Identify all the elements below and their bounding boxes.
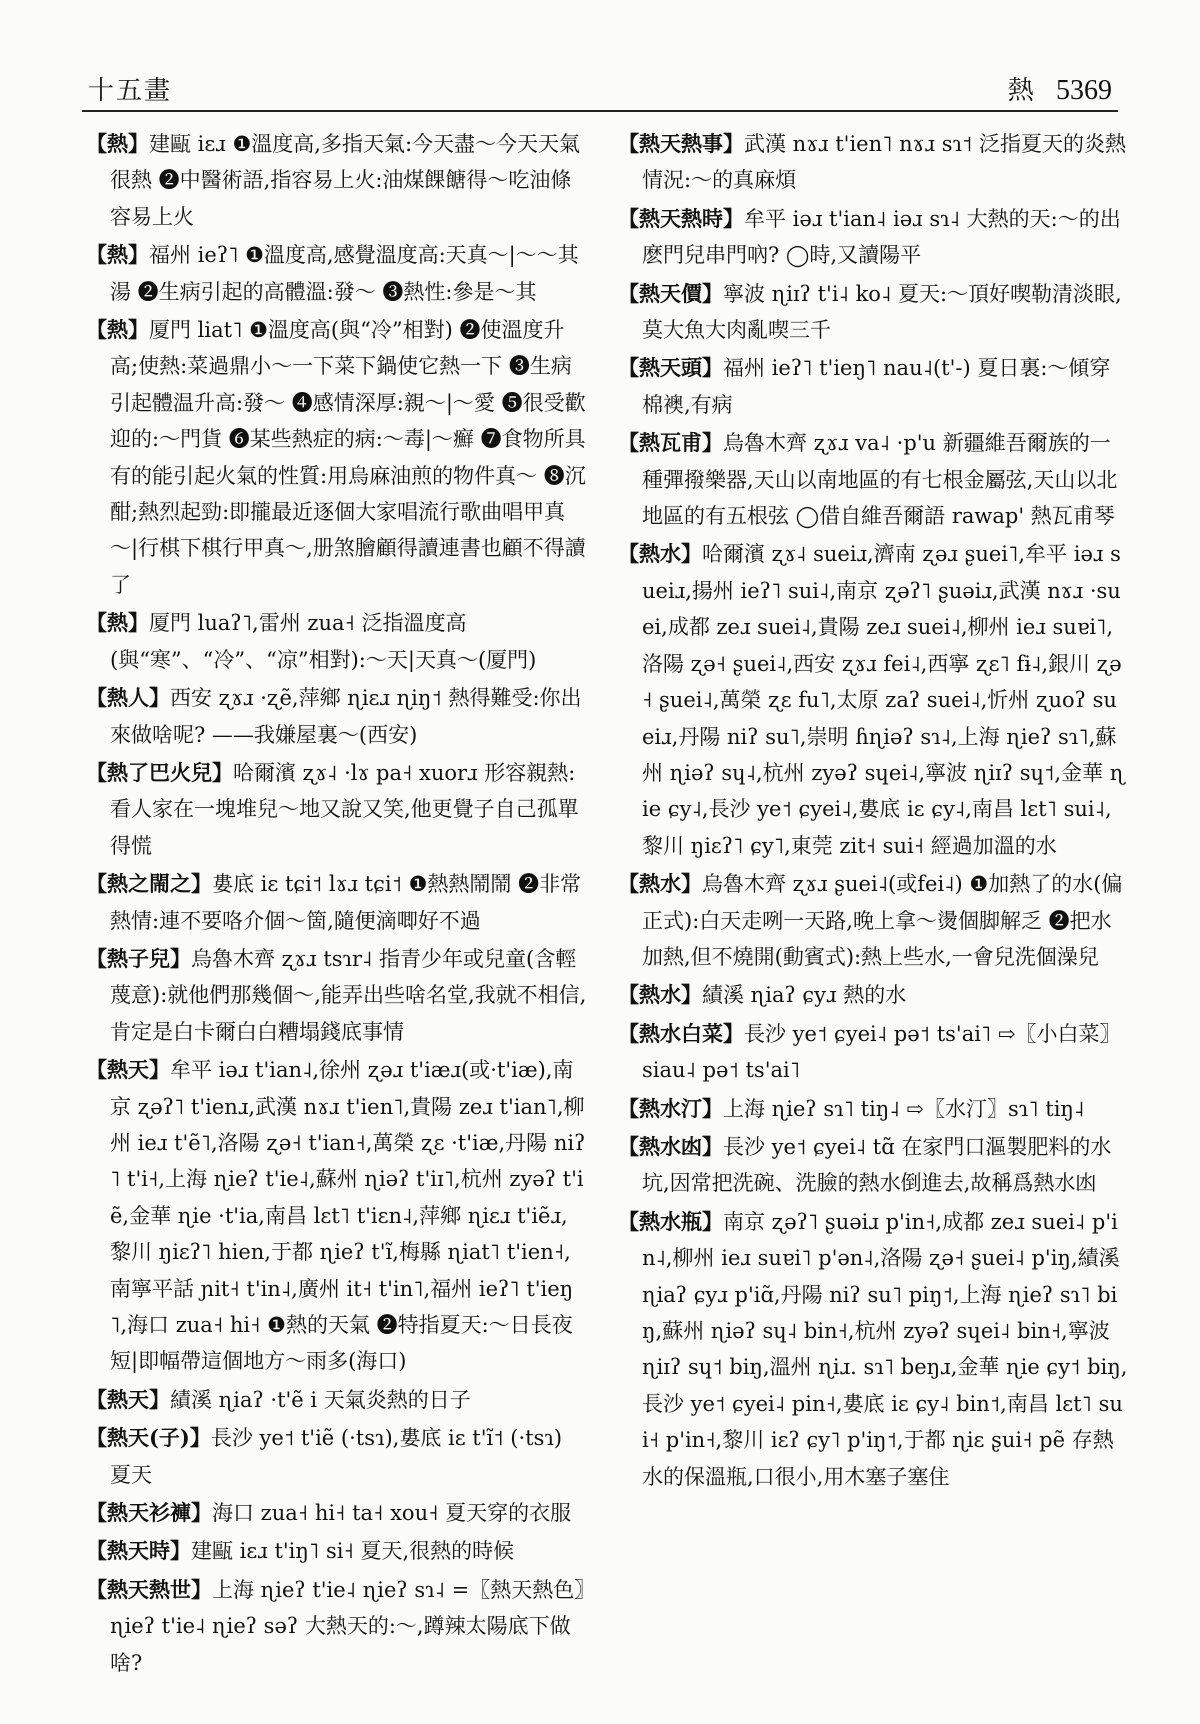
entry-text: 長沙 ye˦ ɕyei˨ tɑ̃ 在家門口漚製肥料的水坑,因常把洗碗、洗臉的熱水倒進去,故稱爲熱水凼: [642, 1134, 1112, 1196]
entry-headword: 【熱天熱世】: [86, 1576, 212, 1602]
entry-text: 南京 ʐəʔ˥ ʂuəiɹ p'in˧,成都 zeɹ suei˨ p'in˨,柳州 ieɹ suɐi˥ p'ən˨,洛陽 ʐə˧ ʂuei˨ p'iŋ,績溪 ɳiaʔ ɕyɹ p'iɑ̃,丹陽 niʔ su˥ piŋ˦,上海 ɳieʔ sɿ˥ biŋ,蘇州 ɳiəʔ sɥ˨ bin˧,杭州 zyəʔ sɥei˨ bin˧,寧波 ɳiɪʔ sɥ˦ biŋ,溫州 ɳiɹ. sɿ˥ beŋɹ,金華 ɳie ɕy˦ biŋ,長沙 ye˦ ɕyei˨ pin˧,婁底 iɛ ɕy˨ bin˦,南昌 lɛt˥ sui˧ p'in˧,黎川 iɛʔ ɕy˥ p'iŋ˦,于都 ɳiɛ ʂui˧ pẽ 存熱水的保溫瓶,口很小,用木塞子塞住: [642, 1209, 1128, 1489]
entry-headword: 【熱天衫褲】: [86, 1500, 212, 1526]
page-header-right: [1008, 70, 1112, 107]
entry-headword: 【熱人】: [86, 685, 170, 711]
entry-text: 建甌 iɛɹ t'iŋ˥ si˧ 夏天,很熱的時候: [191, 1539, 515, 1564]
entry-headword: 【熱】: [86, 131, 149, 156]
entry-text: 哈爾濱 ʐɤ˨ ·lɤ pa˧ xuorɹ 形容親熱:看人家在一塊堆兒～地又說又笑,他更覺子自己孤單得慌: [110, 760, 579, 858]
entry-headword: 【熱】: [86, 317, 149, 343]
entry-headword: 【熱】: [86, 242, 149, 268]
entry-text: 福州 ieʔ˥ t'ieŋ˥ nau˨(t'-) 夏日裏:～傾穿棉襖,有病: [642, 356, 1111, 417]
entry-text: 長沙 ye˦ t'iẽ (·tsɿ),婁底 iɛ t'ĩ˦ (·tsɿ) 夏天: [110, 1426, 563, 1487]
dictionary-entry: [618, 1204, 1128, 1495]
dictionary-entry: [86, 1572, 588, 1681]
entry-text: 上海 ɳieʔ sɿ˥ tiŋ˨ ⇨〖水汀〗sɿ˥ tiŋ˨: [723, 1096, 1085, 1121]
entry-headword: 【熱天熱時】: [618, 205, 744, 231]
entry-text: 武漢 nɤɹ t'ien˥ nɤɹ sɿ˦ 泛指夏天的炎熱情況:～的真麻煩: [642, 132, 1127, 193]
right-column: [618, 126, 1128, 1684]
entry-headword: 【熱瓦甫】: [618, 430, 723, 456]
dictionary-entry: [86, 1533, 588, 1569]
dictionary-entry: [618, 425, 1128, 534]
dictionary-entry: [86, 755, 588, 864]
entry-headword: 【熱水汀】: [618, 1095, 723, 1121]
entry-headword: 【熱水】: [618, 871, 702, 897]
running-headword: 熱: [1007, 76, 1034, 106]
entry-text: 績溪 ɳiaʔ ·t'ẽ i 天氣炎熱的日子: [170, 1387, 471, 1412]
entry-headword: 【熱天時】: [86, 1538, 191, 1564]
entry-headword: 【熱了巴火兒】: [86, 759, 233, 785]
dictionary-entry: [86, 1495, 588, 1531]
entry-headword: 【熱天(子)】: [86, 1425, 211, 1451]
entry-text: 牟平 iəɹ t'ian˨,徐州 ʐəɹ t'iæɹ(或·t'iæ),南京 ʐəʔ˥ t'ienɹ,武漢 nɤɹ t'ien˥,貴陽 zeɹ t'ian˥,柳州 ieɹ t'ẽ˥,洛陽 ʐə˧ t'ian˧,萬榮 ʐɛ ·t'iæ,丹陽 niʔ˥ t'i˧,上海 ɳieʔ t'ie˨,蘇州 ɳiəʔ t'iɪ˥,杭州 zyəʔ t'iẽ,金華 ɳie ·t'ia,南昌 lɛt˥ t'iɛn˨,萍鄉 ɳiɛɹ t'iẽɹ,黎川 ŋiɛʔ˥ hien,于都 ɳieʔ t'ĩ,梅縣 ɳiat˥ t'ien˧,南寧平話 ɲit˧ t'in˨,廣州 it˧ t'in˥,福州 ieʔ˥ t'ieŋ˥,海口 zua˧ hi˧ ❶熱的天氣 ❷特指夏天:～日長夜短|即幅帶這個地方～雨多(海口): [110, 1058, 586, 1374]
entry-text: 長沙 ye˦ ɕyei˨ pə˦ ts'ai˥ ⇨〖小白菜〗siau˨ pə˦ ts'ai˥: [642, 1021, 1121, 1083]
entry-text: 海口 zua˧ hi˧ ta˧ xou˧ 夏天穿的衣服: [212, 1501, 572, 1526]
dictionary-entry: [86, 1420, 588, 1493]
dictionary-entry: [618, 866, 1128, 975]
dictionary-entry: [86, 126, 588, 235]
entry-text: 婁底 iɛ tɕi˦ lɤɹ tɕi˦ ❶熱熱鬧鬧 ❷非常熱情:連不要咯介個～箇,隨便滴唧好不過: [110, 872, 582, 933]
entry-headword: 【熱天熱事】: [618, 131, 744, 156]
section-label: 十五畫: [88, 76, 173, 106]
entry-headword: 【熱天】: [86, 1057, 170, 1083]
entry-text: 烏魯木齊 ʐɤɹ va˨ ·p'u 新疆維吾爾族的一種彈撥樂器,天山以南地區的有七根金屬弦,天山以北地區的有五根弦 ◯借自維吾爾語 rawap' 熱瓦甫琴: [642, 431, 1118, 529]
entry-headword: 【熱天價】: [618, 280, 723, 306]
dictionary-entry: [86, 312, 588, 603]
header-rule: [82, 110, 1118, 112]
dictionary-entry: [618, 1129, 1128, 1202]
entry-headword: 【熱水瓶】: [618, 1208, 723, 1234]
entry-text: 牟平 iəɹ t'ian˨ iəɹ sɿ˨ 大熱的天:～的出麽門兒串門吶? ◯時,又讀陽平: [642, 206, 1121, 268]
entry-headword: 【熱之閙之】: [86, 871, 212, 897]
dictionary-entry: [618, 536, 1128, 864]
entry-text: 哈爾濱 ʐɤ˨ sueiɹ,濟南 ʐəɹ ʂuei˥,牟平 iəɹ sueiɹ,揚州 ieʔ˥ sui˨,南京 ʐəʔ˥ ʂuəiɹ,武漢 nɤɹ ·suei,成都 zeɹ suei˨,貴陽 zeɹ suei˨,柳州 ieɹ suɐi˥,洛陽 ʐə˧ ʂuei˨,西安 ʐɤɹ fei˨,西寧 ʐɛ˥ fɨ˨,銀川 ʐə˧ ʂuei˨,萬榮 ʐɛ fu˥,太原 zaʔ suei˨,忻州 ʐuoʔ sueiɹ,丹陽 niʔ su˥,崇明 ɦɳiəʔ sɿ˨,上海 ɳieʔ sɿ˥,蘇州 ɳiəʔ sɥ˨,杭州 zyəʔ sɥei˨,寧波 ɳiɪʔ sɥ˦,金華 ɳie ɕy˨,長沙 ye˦ ɕyei˨,婁底 iɛ ɕy˨,南昌 lɛt˥ sui˨,黎川 ŋiɛʔ˥ ɕy˥,東莞 zit˧ sui˧ 經過加溫的水: [642, 542, 1125, 858]
dictionary-entry: [86, 680, 588, 753]
dictionary-entry: [86, 866, 588, 939]
entry-headword: 【熱】: [86, 610, 149, 636]
left-column: [86, 126, 588, 1684]
entry-headword: 【熱水】: [618, 541, 702, 567]
dictionary-entry: [618, 126, 1128, 199]
entry-headword: 【熱天頭】: [618, 355, 723, 381]
dictionary-entry: [618, 1016, 1128, 1089]
page-number: 5369: [1056, 75, 1112, 106]
entry-text: 績溪 ɳiaʔ ɕyɹ 熱的水: [702, 983, 907, 1008]
dictionary-entry: [86, 605, 588, 678]
entry-text: 福州 ieʔ˥ ❶溫度高,感覺溫度高:天真～|～～其湯 ❷生病引起的高體溫:發～ ❸熱性:參是～其: [110, 243, 579, 304]
dictionary-entry: [618, 350, 1128, 423]
dictionary-entry: [86, 237, 588, 310]
dictionary-entry: [618, 276, 1128, 349]
entry-text: 上海 ɳieʔ t'ie˨ ɳieʔ sɿ˨ =〖熱天熱色〗ɳieʔ t'ie˨ ɳieʔ səʔ 大熱天的:～,蹲辣太陽底下做啥?: [110, 1577, 585, 1675]
dictionary-entry: [618, 1091, 1128, 1127]
entry-headword: 【熱天】: [86, 1386, 170, 1412]
entry-text: 厦門 liat˥ ❶溫度高(與“冷”相對) ❷使溫度升高;使熱:菜過鼎小～一下菜下鍋使它熱一下 ❸生病引起體温升高:發～ ❹感情深厚:親～|～愛 ❺很受歡迎的:～門貨 ❻某些熱症的病:～毒|～癬 ❼食物所具有的能引起火氣的性質:用烏麻油煎的物件真～ ❽沉酣;熱烈起勁:即攏最近逐個大家唱流行歌曲唱甲真～|行棋下棋行甲真～,册煞膾顧得讀連書也顧不得讀了: [110, 318, 586, 597]
entry-text: 厦門 luaʔ˥,雷州 zua˧ 泛指溫度高(與“寒”、“冷”、“凉”相對):～天|天真～(厦門): [110, 611, 537, 672]
entry-text: 烏魯木齊 ʐɤɹ tsɿr˨ 指青少年或兒童(含輕蔑意):就他們那幾個～,能弄出些啥名堂,我就不相信,肯定是白卡爾白白糟塌錢底事情: [110, 946, 587, 1044]
dictionary-entry: [86, 941, 588, 1050]
dictionary-entry: [86, 1382, 588, 1418]
entry-text: 寧波 ɳiɪʔ t'i˨ ko˨ 夏天:～頂好喫勒清淡眼,莫大魚大肉亂喫三千: [642, 281, 1122, 343]
page-header: [82, 70, 1118, 110]
entry-headword: 【熱水凼】: [618, 1133, 723, 1159]
entry-headword: 【熱子兒】: [86, 945, 191, 971]
dictionary-entry: [618, 977, 1128, 1013]
dictionary-entry: [86, 1052, 588, 1380]
dictionary-entry: [618, 201, 1128, 274]
entry-headword: 【熱水白菜】: [618, 1020, 744, 1046]
entry-headword: 【熱水】: [618, 982, 702, 1008]
entry-text: 建甌 iɛɹ ❶溫度高,多指天氣:今天盡～今天天氣很熱 ❷中醫術語,指容易上火:油煤餜餹得～吃油條容易上火: [110, 132, 581, 229]
entry-text: 烏魯木齊 ʐɤɹ ʂuei˨(或fei˨) ❶加熱了的水(偏正式):白天走咧一天路,晚上拿～燙個脚解乏 ❷把水加熱,但不燒開(動賓式):熱上些水,一會兒洗個澡兒: [642, 872, 1123, 969]
entry-text: 西安 ʐɤɹ ·ʐẽ,萍鄉 ɳiɛɹ ɳiŋ˦ 熱得難受:你出來做啥呢? ——我嫌屋裏～(西安): [110, 686, 582, 747]
